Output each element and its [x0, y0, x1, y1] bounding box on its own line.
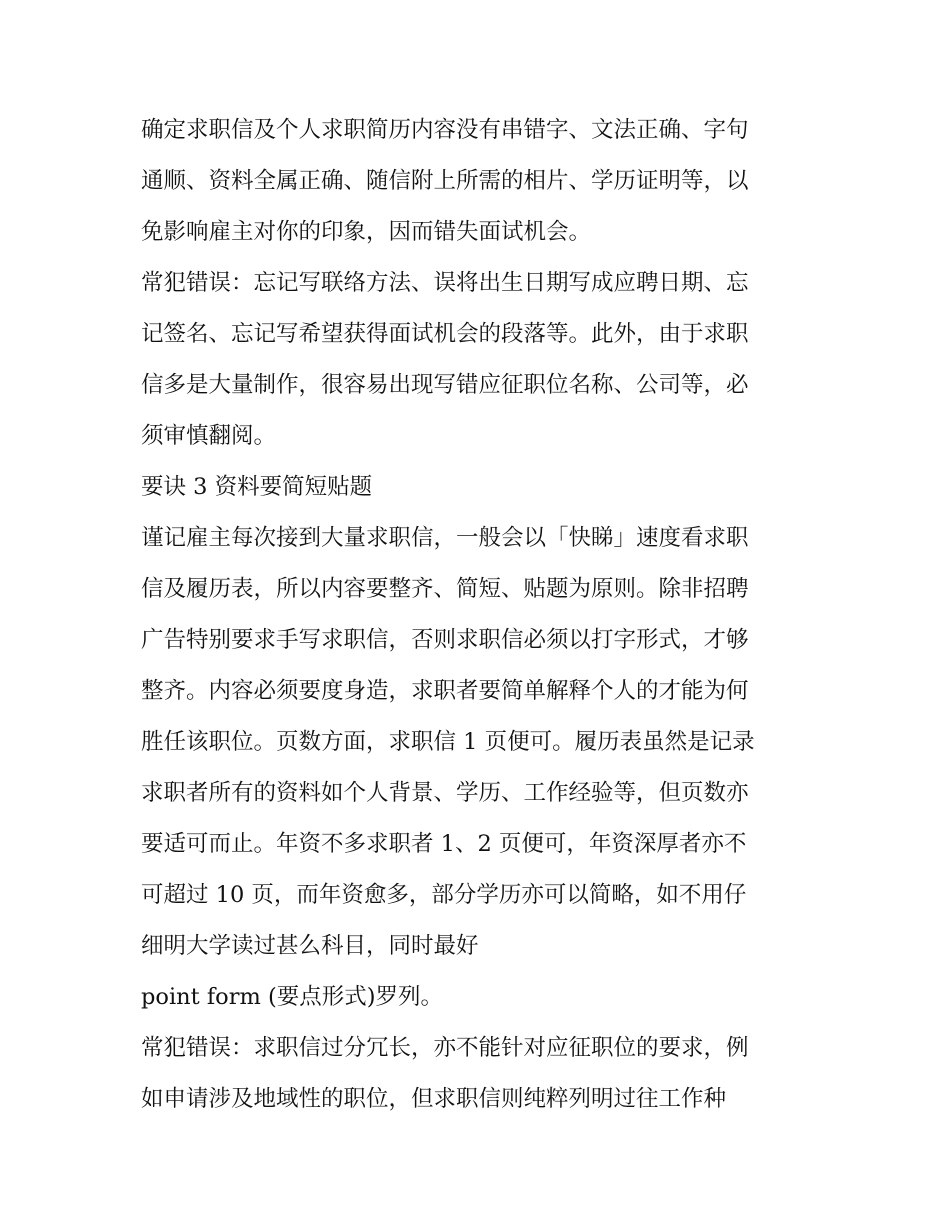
text-line: 胜任该职位。页数方面，求职信 1 页便可。履历表虽然是记录 [141, 729, 755, 755]
text-line: 记签名、忘记写希望获得面试机会的段落等。此外，由于求职 [141, 321, 749, 347]
text-line: 细明大学读过甚么科目，同时最好 [141, 933, 479, 959]
text-line: 广告特别要求手写求职信，否则求职信必须以打字形式，才够 [141, 627, 749, 653]
body-text [141, 105, 821, 1125]
text-line: 确定求职信及个人求职简历内容没有串错字、文法正确、字句 [141, 117, 749, 143]
text-line: 常犯错误：求职信过分冗长，亦不能针对应征职位的要求，例 [141, 1035, 749, 1061]
text-line: 信及履历表，所以内容要整齐、简短、贴题为原则。除非招聘 [141, 576, 749, 602]
text-line: 常犯错误：忘记写联络方法、误将出生日期写成应聘日期、忘 [141, 270, 749, 296]
text-line: 可超过 10 页，而年资愈多，部分学历亦可以简略，如不用仔 [141, 882, 747, 908]
text-line: 谨记雇主每次接到大量求职信，一般会以「快睇」速度看求职 [141, 525, 749, 551]
text-line: 整齐。内容必须要度身造，求职者要简单解释个人的才能为何 [141, 678, 749, 704]
text-line: 须审慎翻阅。 [141, 423, 277, 449]
section-heading: 要诀 3 资料要简短贴题 [141, 474, 373, 500]
text-line: point form (要点形式)罗列。 [141, 984, 444, 1010]
text-line: 求职者所有的资料如个人背景、学历、工作经验等，但页数亦 [141, 780, 749, 806]
text-line: 免影响雇主对你的印象，因而错失面试机会。 [141, 219, 592, 245]
text-line: 要适可而止。年资不多求职者 1、2 页便可，年资深厚者亦不 [141, 831, 747, 857]
text-line: 如申请涉及地域性的职位，但求职信则纯粹列明过往工作种 [141, 1086, 727, 1112]
text-line: 通顺、资料全属正确、随信附上所需的相片、学历证明等，以 [141, 168, 749, 194]
text-line: 信多是大量制作，很容易出现写错应征职位名称、公司等，必 [141, 372, 749, 398]
